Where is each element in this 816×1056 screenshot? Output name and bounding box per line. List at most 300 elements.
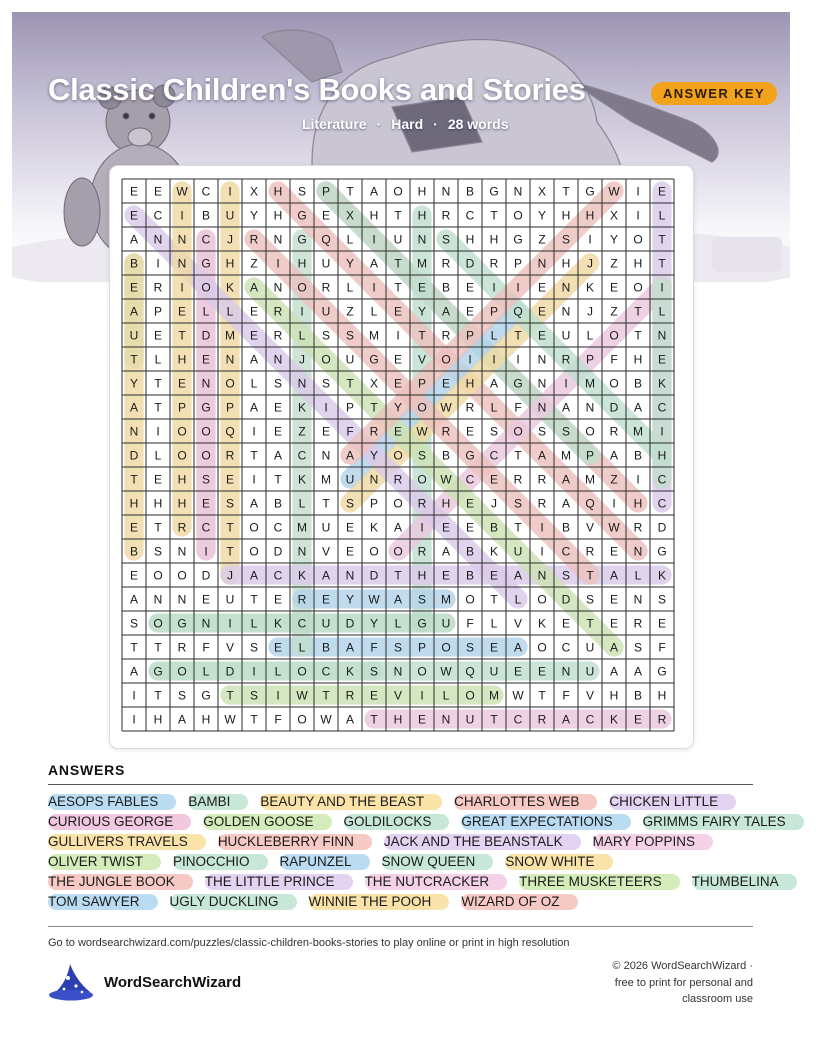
answer-word: CHARLOTTES WEB bbox=[454, 794, 597, 810]
grid-letter: A bbox=[129, 304, 139, 319]
grid-letter: O bbox=[441, 640, 451, 655]
grid-letter: Y bbox=[369, 616, 379, 631]
grid-letter: C bbox=[561, 640, 571, 655]
puzzle-meta bbox=[302, 116, 509, 132]
grid-letter: Z bbox=[538, 232, 546, 247]
grid-letter: O bbox=[201, 280, 211, 295]
grid-letter: M bbox=[585, 472, 595, 487]
footer-url-text: Go to wordsearchwizard.com/puzzles/classic-children-books-stories to play online or print in high resolution bbox=[48, 937, 570, 949]
grid-letter: I bbox=[228, 616, 232, 631]
grid-letter: R bbox=[273, 328, 283, 343]
grid-letter: T bbox=[346, 184, 354, 199]
grid-letter: A bbox=[273, 448, 283, 463]
puzzle-title: Classic Children's Books and Stories bbox=[48, 72, 586, 107]
grid-letter: S bbox=[513, 496, 523, 511]
grid-letter: T bbox=[346, 376, 354, 391]
grid-letter: I bbox=[204, 544, 208, 559]
grid-letter: S bbox=[489, 424, 499, 439]
grid-letter: B bbox=[441, 280, 451, 295]
grid-letter: O bbox=[201, 424, 211, 439]
grid-letter: R bbox=[513, 472, 523, 487]
grid-letter: N bbox=[441, 184, 451, 199]
grid-letter: S bbox=[417, 592, 427, 607]
grid-letter: L bbox=[346, 280, 354, 295]
grid-letter: O bbox=[465, 688, 475, 703]
grid-letter: I bbox=[588, 232, 592, 247]
grid-letter: U bbox=[441, 616, 451, 631]
copyright-line: free to print for personal and bbox=[614, 976, 753, 989]
divider bbox=[48, 926, 753, 927]
grid-letter: O bbox=[393, 544, 403, 559]
grid-letter: N bbox=[585, 400, 595, 415]
grid-letter: L bbox=[490, 616, 498, 631]
grid-letter: N bbox=[561, 304, 571, 319]
grid-letter: S bbox=[537, 424, 547, 439]
grid-letter: H bbox=[561, 208, 571, 223]
grid-letter: E bbox=[369, 688, 379, 703]
grid-letter: M bbox=[489, 688, 499, 703]
grid-letter: I bbox=[516, 352, 520, 367]
grid-letter: D bbox=[609, 400, 619, 415]
grid-letter: E bbox=[465, 304, 475, 319]
grid-letter: T bbox=[658, 256, 666, 271]
grid-letter: S bbox=[297, 184, 307, 199]
grid-letter: N bbox=[201, 616, 211, 631]
grid-letter: R bbox=[393, 472, 403, 487]
grid-letter: R bbox=[585, 544, 595, 559]
grid-letter: M bbox=[297, 520, 307, 535]
grid-letter: H bbox=[201, 712, 211, 727]
grid-letter: R bbox=[225, 448, 235, 463]
grid-letter: C bbox=[201, 520, 211, 535]
grid-letter: Y bbox=[609, 232, 619, 247]
grid-letter: U bbox=[129, 328, 139, 343]
grid-letter: A bbox=[129, 400, 139, 415]
grid-letter: K bbox=[657, 568, 667, 583]
grid-letter: D bbox=[129, 448, 139, 463]
grid-letter: H bbox=[153, 496, 163, 511]
answer-word: THE LITTLE PRINCE bbox=[205, 874, 353, 890]
grid-letter: E bbox=[465, 520, 475, 535]
divider bbox=[48, 784, 753, 785]
grid-letter: H bbox=[177, 496, 187, 511]
grid-letter: B bbox=[129, 256, 139, 271]
grid-letter: R bbox=[417, 544, 427, 559]
answers-row bbox=[48, 793, 768, 813]
grid-letter: N bbox=[153, 232, 163, 247]
answer-word: THREE MUSKETEERS bbox=[519, 874, 680, 890]
grid-letter: H bbox=[441, 496, 451, 511]
grid-letter: H bbox=[657, 448, 667, 463]
grid-letter: M bbox=[585, 376, 595, 391]
grid-letter: F bbox=[466, 616, 474, 631]
grid-letter: N bbox=[633, 544, 643, 559]
grid-letter: E bbox=[129, 208, 139, 223]
grid-letter: O bbox=[393, 496, 403, 511]
grid-letter: T bbox=[226, 688, 234, 703]
grid-letter: D bbox=[201, 568, 211, 583]
grid-letter: V bbox=[585, 688, 595, 703]
grid-letter: A bbox=[561, 496, 571, 511]
grid-letter: B bbox=[489, 520, 499, 535]
grid-letter: S bbox=[177, 688, 187, 703]
grid-letter: E bbox=[345, 544, 355, 559]
grid-letter: K bbox=[225, 280, 235, 295]
grid-letter: H bbox=[177, 472, 187, 487]
grid-letter: T bbox=[154, 520, 162, 535]
grid-letter: A bbox=[561, 400, 571, 415]
grid-letter: K bbox=[297, 472, 307, 487]
grid-letter: N bbox=[513, 184, 523, 199]
grid-letter: U bbox=[465, 712, 475, 727]
grid-letter: K bbox=[369, 520, 379, 535]
answer-word: WIZARD OF OZ bbox=[461, 894, 577, 910]
grid-letter: O bbox=[225, 376, 235, 391]
grid-letter: E bbox=[273, 424, 283, 439]
answer-word: THE JUNGLE BOOK bbox=[48, 874, 193, 890]
grid-letter: W bbox=[368, 592, 380, 607]
grid-letter: K bbox=[297, 400, 307, 415]
grid-letter: H bbox=[369, 208, 379, 223]
grid-letter: F bbox=[658, 640, 666, 655]
grid-letter: E bbox=[201, 592, 211, 607]
grid-letter: W bbox=[296, 688, 308, 703]
grid-letter: H bbox=[465, 232, 475, 247]
answers-row bbox=[48, 853, 768, 873]
grid-letter: H bbox=[393, 712, 403, 727]
grid-letter: N bbox=[129, 424, 139, 439]
answer-word: TOM SAWYER bbox=[48, 894, 158, 910]
grid-letter: E bbox=[177, 304, 187, 319]
grid-letter: E bbox=[537, 280, 547, 295]
grid-letter: B bbox=[465, 544, 475, 559]
grid-letter: R bbox=[561, 352, 571, 367]
grid-letter: D bbox=[657, 520, 667, 535]
grid-letter: W bbox=[440, 472, 452, 487]
grid-letter: I bbox=[492, 280, 496, 295]
grid-letter: V bbox=[225, 640, 235, 655]
grid-letter: C bbox=[657, 472, 667, 487]
grid-letter: X bbox=[345, 208, 355, 223]
grid-letter: L bbox=[226, 304, 234, 319]
grid-letter: T bbox=[418, 328, 426, 343]
grid-letter: O bbox=[177, 448, 187, 463]
grid-letter: T bbox=[322, 496, 330, 511]
grid-letter: D bbox=[273, 544, 283, 559]
grid-letter: H bbox=[177, 352, 187, 367]
grid-letter: S bbox=[321, 328, 331, 343]
grid-letter: Q bbox=[225, 424, 235, 439]
grid-letter: R bbox=[177, 640, 187, 655]
grid-letter: I bbox=[252, 472, 256, 487]
grid-letter: L bbox=[490, 328, 498, 343]
grid-letter: H bbox=[633, 352, 643, 367]
grid-letter: J bbox=[227, 568, 233, 583]
grid-letter: H bbox=[273, 184, 283, 199]
grid-letter: H bbox=[465, 376, 475, 391]
grid-letter: F bbox=[202, 640, 210, 655]
grid-letter: L bbox=[274, 664, 282, 679]
grid-letter: Z bbox=[298, 424, 306, 439]
answer-word: GRIMMS FAIRY TALES bbox=[643, 814, 804, 830]
grid-letter: U bbox=[585, 664, 595, 679]
grid-letter: E bbox=[441, 520, 451, 535]
grid-letter: E bbox=[393, 424, 403, 439]
grid-letter: E bbox=[153, 472, 163, 487]
grid-letter: U bbox=[345, 352, 355, 367]
grid-letter: Q bbox=[513, 304, 523, 319]
grid-letter: T bbox=[250, 712, 258, 727]
grid-letter: I bbox=[156, 256, 160, 271]
grid-letter: O bbox=[249, 520, 259, 535]
answer-key-badge: ANSWER KEY bbox=[651, 82, 777, 105]
answers-list bbox=[48, 793, 786, 913]
grid-letter: G bbox=[585, 184, 595, 199]
grid-letter: W bbox=[224, 712, 236, 727]
grid-letter: H bbox=[633, 256, 643, 271]
grid-letter: P bbox=[417, 640, 427, 655]
grid-letter: L bbox=[202, 664, 210, 679]
grid-letter: A bbox=[369, 256, 379, 271]
grid-letter: O bbox=[537, 640, 547, 655]
grid-letter: O bbox=[297, 712, 307, 727]
grid-letter: H bbox=[609, 688, 619, 703]
grid-letter: A bbox=[249, 352, 259, 367]
word-count-label: 28 words bbox=[447, 116, 509, 132]
grid-letter: I bbox=[156, 424, 160, 439]
grid-letter: I bbox=[324, 400, 328, 415]
grid-letter: N bbox=[225, 352, 235, 367]
answer-word: PINOCCHIO bbox=[173, 854, 268, 870]
grid-letter: T bbox=[250, 448, 258, 463]
grid-letter: A bbox=[129, 592, 139, 607]
grid-letter: L bbox=[634, 568, 642, 583]
grid-letter: Z bbox=[610, 304, 618, 319]
grid-letter: E bbox=[609, 592, 619, 607]
grid-letter: O bbox=[393, 448, 403, 463]
grid-letter: A bbox=[609, 448, 619, 463]
grid-letter: N bbox=[537, 352, 547, 367]
grid-letter: G bbox=[417, 616, 427, 631]
grid-letter: U bbox=[561, 328, 571, 343]
grid-letter: O bbox=[417, 472, 427, 487]
answer-word: SNOW QUEEN bbox=[382, 854, 494, 870]
grid-letter: T bbox=[538, 688, 546, 703]
grid-letter: A bbox=[345, 712, 355, 727]
grid-letter: S bbox=[273, 376, 283, 391]
grid-letter: O bbox=[441, 352, 451, 367]
grid-letter: A bbox=[441, 304, 451, 319]
grid-letter: P bbox=[513, 256, 523, 271]
grid-letter: C bbox=[273, 568, 283, 583]
grid-letter: R bbox=[537, 472, 547, 487]
grid-letter: J bbox=[299, 352, 305, 367]
grid-letter: I bbox=[660, 280, 664, 295]
answer-word: JACK AND THE BEANSTALK bbox=[384, 834, 581, 850]
grid-letter: E bbox=[537, 304, 547, 319]
grid-letter: T bbox=[130, 352, 138, 367]
grid-letter: T bbox=[658, 232, 666, 247]
grid-letter: T bbox=[154, 640, 162, 655]
grid-letter: N bbox=[537, 400, 547, 415]
grid-letter: N bbox=[345, 568, 355, 583]
grid-letter: I bbox=[540, 520, 544, 535]
grid-letter: M bbox=[441, 592, 451, 607]
grid-letter: L bbox=[370, 304, 378, 319]
brand-name: WordSearchWizard bbox=[104, 974, 242, 991]
grid-letter: E bbox=[225, 472, 235, 487]
grid-letter: L bbox=[658, 208, 666, 223]
grid-letter: R bbox=[609, 424, 619, 439]
grid-letter: G bbox=[153, 664, 163, 679]
grid-letter: D bbox=[465, 256, 475, 271]
grid-letter: F bbox=[562, 688, 570, 703]
grid-letter: I bbox=[492, 352, 496, 367]
grid-letter: C bbox=[513, 712, 523, 727]
grid-letter: C bbox=[321, 664, 331, 679]
grid-letter: D bbox=[561, 592, 571, 607]
grid-letter: K bbox=[297, 568, 307, 583]
grid-letter: S bbox=[441, 232, 451, 247]
grid-letter: K bbox=[657, 376, 667, 391]
grid-letter: I bbox=[516, 280, 520, 295]
grid-letter: E bbox=[609, 616, 619, 631]
grid-letter: O bbox=[417, 400, 427, 415]
grid-letter: L bbox=[514, 592, 522, 607]
grid-letter: L bbox=[658, 304, 666, 319]
grid-letter: S bbox=[249, 640, 259, 655]
grid-letter: H bbox=[273, 208, 283, 223]
grid-letter: T bbox=[514, 448, 522, 463]
grid-letter: H bbox=[489, 232, 499, 247]
grid-letter: U bbox=[585, 640, 595, 655]
grid-letter: E bbox=[153, 328, 163, 343]
grid-letter: R bbox=[633, 616, 643, 631]
grid-letter: O bbox=[153, 568, 163, 583]
grid-letter: B bbox=[561, 520, 571, 535]
grid-letter: I bbox=[636, 472, 640, 487]
grid-letter: E bbox=[129, 520, 139, 535]
grid-letter: A bbox=[345, 448, 355, 463]
grid-letter: I bbox=[612, 496, 616, 511]
grid-letter: C bbox=[201, 184, 211, 199]
grid-letter: O bbox=[513, 424, 523, 439]
grid-letter: S bbox=[585, 592, 595, 607]
grid-letter: I bbox=[396, 328, 400, 343]
grid-letter: I bbox=[468, 352, 472, 367]
grid-letter: N bbox=[201, 376, 211, 391]
grid-letter: E bbox=[321, 208, 331, 223]
grid-letter: Y bbox=[345, 256, 355, 271]
grid-letter: I bbox=[540, 544, 544, 559]
grid-letter: R bbox=[297, 592, 307, 607]
grid-letter: I bbox=[228, 184, 232, 199]
grid-letter: T bbox=[130, 472, 138, 487]
grid-letter: F bbox=[274, 712, 282, 727]
grid-letter: C bbox=[489, 448, 499, 463]
grid-letter: A bbox=[393, 592, 403, 607]
grid-letter: H bbox=[585, 208, 595, 223]
grid-letter: G bbox=[177, 616, 187, 631]
grid-letter: L bbox=[154, 448, 162, 463]
grid-letter: Y bbox=[249, 208, 259, 223]
grid-letter: O bbox=[297, 664, 307, 679]
grid-letter: T bbox=[322, 688, 330, 703]
grid-letter: E bbox=[657, 616, 667, 631]
grid-letter: O bbox=[609, 376, 619, 391]
grid-letter: U bbox=[321, 616, 331, 631]
grid-letter: B bbox=[633, 448, 643, 463]
copyright-line: © 2026 WordSearchWizard · bbox=[612, 960, 753, 972]
grid-letter: X bbox=[369, 376, 379, 391]
grid-letter: I bbox=[132, 712, 136, 727]
grid-letter: P bbox=[177, 400, 187, 415]
grid-letter: W bbox=[512, 688, 524, 703]
grid-letter: F bbox=[610, 352, 618, 367]
grid-letter: S bbox=[369, 664, 379, 679]
answer-word: OLIVER TWIST bbox=[48, 854, 161, 870]
grid-letter: W bbox=[608, 520, 620, 535]
grid-letter: N bbox=[297, 544, 307, 559]
grid-letter: E bbox=[417, 280, 427, 295]
answers-row bbox=[48, 833, 768, 853]
meta-separator: · bbox=[433, 116, 438, 132]
grid-letter: F bbox=[514, 400, 522, 415]
grid-letter: C bbox=[153, 208, 163, 223]
grid-letter: L bbox=[586, 328, 594, 343]
grid-letter: W bbox=[440, 400, 452, 415]
grid-letter: E bbox=[153, 184, 163, 199]
answer-word: HUCKLEBERRY FINN bbox=[218, 834, 372, 850]
grid-letter: A bbox=[369, 184, 379, 199]
grid-letter: T bbox=[394, 280, 402, 295]
grid-letter: B bbox=[201, 208, 211, 223]
grid-letter: A bbox=[129, 664, 139, 679]
grid-letter: S bbox=[321, 376, 331, 391]
answer-word: BAMBI bbox=[188, 794, 248, 810]
grid-letter: E bbox=[393, 376, 403, 391]
grid-letter: E bbox=[249, 304, 259, 319]
answer-word: WINNIE THE POOH bbox=[309, 894, 450, 910]
grid-letter: S bbox=[153, 544, 163, 559]
grid-letter: O bbox=[633, 232, 643, 247]
answer-word: UGLY DUCKLING bbox=[170, 894, 297, 910]
grid-letter: M bbox=[561, 448, 571, 463]
grid-letter: T bbox=[274, 472, 282, 487]
grid-letter: E bbox=[537, 328, 547, 343]
grid-letter: E bbox=[273, 400, 283, 415]
grid-letter: Y bbox=[393, 400, 403, 415]
grid-letter: H bbox=[657, 688, 667, 703]
grid-letter: L bbox=[298, 640, 306, 655]
grid-letter: E bbox=[465, 280, 475, 295]
grid-letter: H bbox=[129, 496, 139, 511]
grid-letter: B bbox=[129, 544, 139, 559]
grid-letter: I bbox=[252, 664, 256, 679]
grid-letter: S bbox=[249, 688, 259, 703]
grid-letter: Y bbox=[369, 448, 379, 463]
grid-letter: T bbox=[178, 328, 186, 343]
letter-grid bbox=[121, 178, 678, 735]
grid-letter: N bbox=[441, 712, 451, 727]
difficulty-label: Hard bbox=[391, 116, 424, 132]
answer-word: CURIOUS GEORGE bbox=[48, 814, 191, 830]
grid-letter: E bbox=[489, 472, 499, 487]
grid-letter: R bbox=[537, 712, 547, 727]
grid-letter: N bbox=[537, 568, 547, 583]
grid-letter: I bbox=[180, 208, 184, 223]
grid-letter: J bbox=[491, 496, 497, 511]
